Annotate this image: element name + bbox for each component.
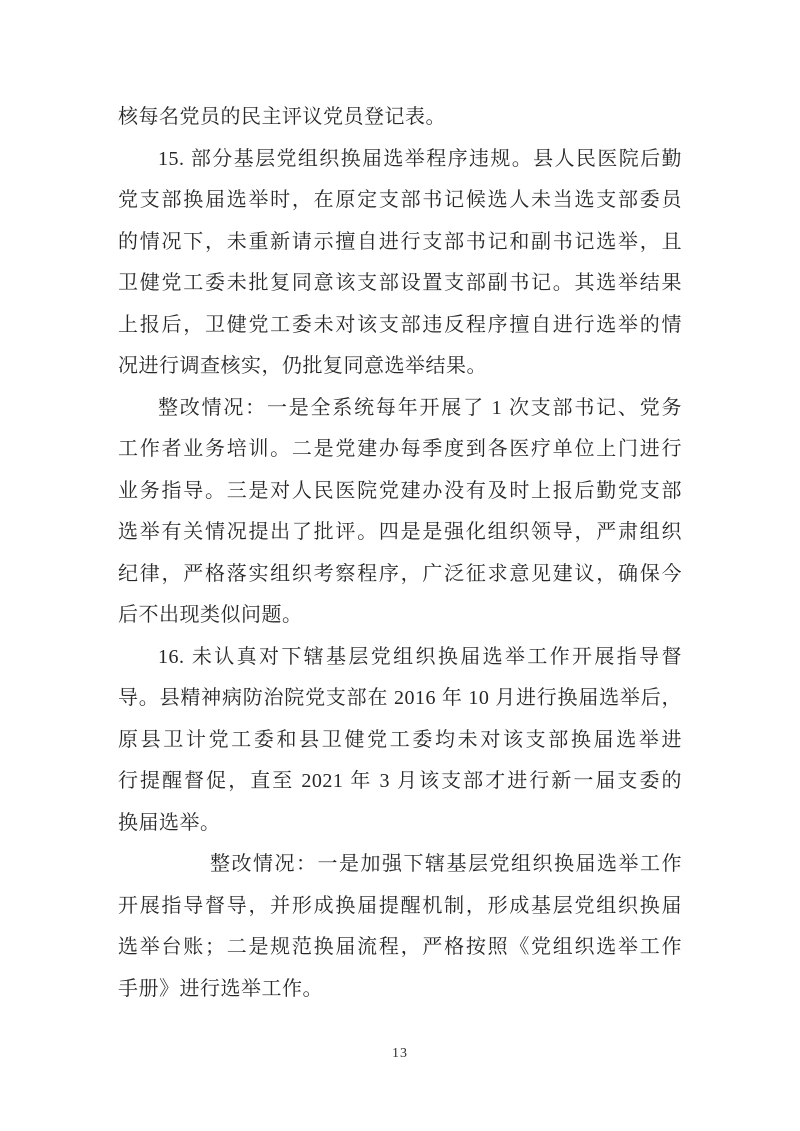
text-line: 纪律，严格落实组织考察程序，广泛征求意见建议，确保今 (118, 562, 682, 585)
text-line: 卫健党工委未批复同意该支部设置支部副书记。其选举结果 (118, 272, 682, 294)
text-line: 业务指导。三是对人民医院党建办没有及时上报后勤党支部 (118, 479, 682, 502)
text-line: 原县卫计党工委和县卫健党工委均未对该支部换届选举进 (118, 728, 682, 751)
text-line: 导。县精神病防治院党支部在 2016 年 10 月进行换届选举后， (118, 687, 682, 709)
text-line: 党支部换届选举时，在原定支部书记候选人未当选支部委员 (118, 189, 682, 211)
text-line: 15. 部分基层党组织换届选举程序违规。县人民医院后勤 (158, 147, 682, 170)
text-line: 整改情况：一是加强下辖基层党组织换届选举工作 (210, 853, 682, 875)
text-line: 选举台账；二是规范换届流程，严格按照《党组织选举工作 (118, 936, 682, 958)
text-line: 工作者业务培训。二是党建办每季度到各医疗单位上门进行 (118, 438, 682, 460)
text-line: 的情况下，未重新请示擅自进行支部书记和副书记选举，且 (118, 230, 682, 253)
text-line: 后不出现类似问题。 (118, 604, 303, 626)
text-line: 上报后，卫健党工委未对该支部违反程序擅自进行选举的情 (118, 313, 682, 336)
text-line: 行提醒督促，直至 2021 年 3 月该支部才进行新一届支委的 (118, 770, 682, 792)
text-line: 开展指导督导，并形成换届提醒机制，形成基层党组织换届 (118, 894, 682, 917)
page-number: 13 (392, 1046, 408, 1061)
text-line: 16. 未认真对下辖基层党组织换届选举工作开展指导督 (158, 645, 682, 668)
text-line: 整改情况：一是全系统每年开展了 1 次支部书记、党务 (158, 396, 682, 419)
text-line: 选举有关情况提出了批评。四是是强化组织领导，严肃组织 (118, 521, 682, 543)
text-line: 核每名党员的民主评议党员登记表。 (118, 106, 446, 128)
text-line: 况进行调查核实，仍批复同意选举结果。 (118, 355, 487, 377)
document-body (118, 97, 682, 1010)
text-line: 手册》进行选举工作。 (118, 977, 323, 1000)
text-line: 换届选举。 (118, 811, 221, 834)
